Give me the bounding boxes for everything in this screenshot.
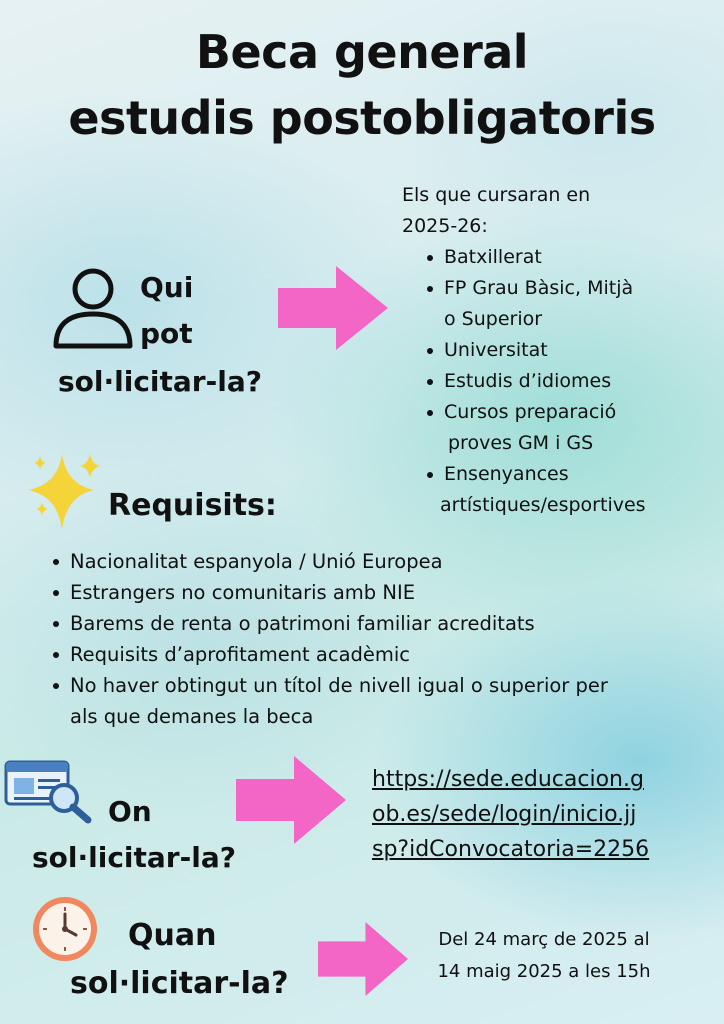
- sparkle-icon: [22, 446, 108, 532]
- clock-icon: [30, 894, 100, 964]
- list-item: Estudis d’idiomes: [424, 366, 712, 397]
- requirements-list: [50, 546, 720, 732]
- list-item: No haver obtingut un títol de nivell igual o superior per als que demanes la beca: [50, 670, 720, 732]
- application-link-line-1[interactable]: https://sede.educacion.g: [372, 767, 644, 792]
- list-item: FP Grau Bàsic, Mitjà o Superior: [424, 273, 712, 335]
- title-line-1: Beca general: [195, 25, 529, 79]
- list-item: Batxillerat: [424, 242, 712, 273]
- application-link-line-3[interactable]: sp?idConvocatoria=2256: [372, 837, 650, 862]
- who-heading-line-3: sol·licitar-la?: [58, 365, 262, 398]
- who-list-block: [402, 180, 712, 521]
- requirements-heading: Requisits:: [108, 488, 277, 523]
- list-item: Barems de renta o patrimoni familiar acreditats: [50, 608, 720, 639]
- date-line-2: 14 maig 2025 a les 15h: [437, 961, 651, 982]
- browser-search-icon: [4, 758, 94, 824]
- list-item: Universitat: [424, 335, 712, 366]
- page-title: [0, 24, 724, 146]
- who-intro-line-2: 2025-26:: [402, 215, 488, 237]
- list-item: Cursos preparació proves GM i GS: [424, 397, 712, 459]
- title-line-2: estudis postobligatoris: [68, 91, 656, 145]
- who-intro-line-1: Els que cursaran en: [402, 184, 591, 206]
- person-icon: [50, 266, 136, 350]
- list-item: Ensenyances artístiques/esportives: [424, 459, 712, 521]
- list-item: Requisits d’aprofitament acadèmic: [50, 639, 720, 670]
- date-line-1: Del 24 març de 2025 al: [438, 929, 650, 950]
- arrow-right-icon: [318, 922, 408, 996]
- list-item: Nacionalitat espanyola / Unió Europea: [50, 546, 720, 577]
- where-heading-line-2: sol·licitar-la?: [32, 841, 236, 874]
- when-dates: [404, 924, 684, 988]
- when-heading-line-2: sol·licitar-la?: [70, 966, 289, 1001]
- arrow-right-icon: [278, 266, 388, 350]
- where-link-block[interactable]: [372, 762, 712, 867]
- list-item: Estrangers no comunitaris amb NIE: [50, 577, 720, 608]
- who-heading-line-1: Qui: [140, 271, 194, 304]
- when-heading-line-1: Quan: [128, 918, 217, 953]
- who-list: [424, 242, 712, 521]
- arrow-right-icon: [236, 756, 346, 844]
- where-heading-line-1: On: [108, 795, 152, 828]
- application-link-line-2[interactable]: ob.es/sede/login/inicio.jj: [372, 802, 637, 827]
- who-heading-line-2: pot: [140, 317, 193, 350]
